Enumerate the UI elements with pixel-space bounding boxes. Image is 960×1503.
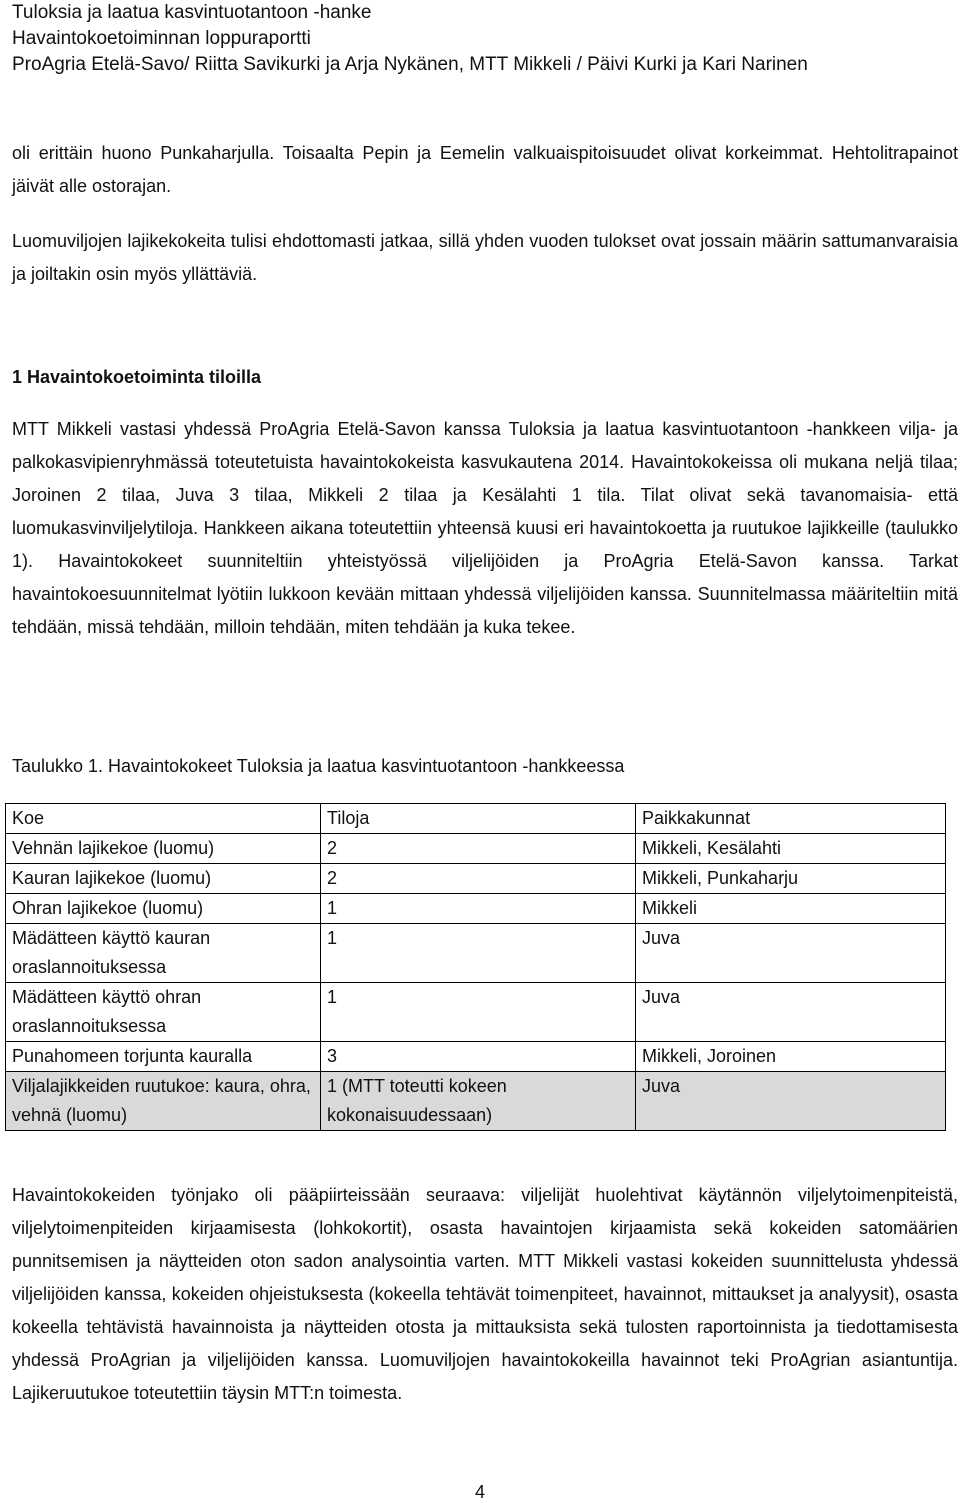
paragraph-recommendation: Luomuviljojen lajikekokeita tulisi ehdottomasti jatkaa, sillä yhden vuoden tulokset ovat jossain määrin sattumanvaraisia ja joiltakin osin myös yllättäviä. bbox=[12, 231, 958, 284]
table-row bbox=[6, 924, 946, 983]
table-cell: Ohran lajikekoe (luomu) bbox=[6, 894, 321, 924]
table-cell: Mikkeli, Joroinen bbox=[636, 1042, 946, 1072]
table-cell: Vehnän lajikekoe (luomu) bbox=[6, 834, 321, 864]
table-cell: Mädätteen käyttö ohran oraslannoituksessa bbox=[6, 983, 321, 1042]
table-row bbox=[6, 834, 946, 864]
table-header-cell: Koe bbox=[6, 804, 321, 834]
paragraph-observation-activity: MTT Mikkeli vastasi yhdessä ProAgria Etelä-Savon kanssa Tuloksia ja laatua kasvintuotantoon -hankkeen vilja- ja palkokasvipienryhmässä toteutetuista havaintokokeista kasvukautena 2014. Havaintokokeissa oli mukana neljä tilaa; Joroinen 2 tilaa, Juva 3 tilaa, Mikkeli 2 tilaa ja Kesälahti 1 tila. Tilat olivat sekä tavanomaisia- että luomukasvinviljelytiloja. Hankkeen aikana toteutettiin yhteensä kuusi eri havaintokoetta ja ruutukoe lajikkeille (taulukko 1). Havaintokokeet suunniteltiin yhteistyössä viljelijöiden ja ProAgria Etelä-Savon kanssa. Tarkat havaintokoesuunnitelmat lyötiin lukkoon kevään mittaan yhdessä viljelijöiden kanssa. Suunnitelmassa määriteltiin mitä tehdään, missä tehdään, milloin tehdään, miten tehdään ja kuka tekee. bbox=[12, 419, 958, 637]
header-authors: ProAgria Etelä-Savo/ Riitta Savikurki ja Arja Nykänen, MTT Mikkeli / Päivi Kurki ja Kari Narinen bbox=[12, 54, 808, 75]
table-cell: Juva bbox=[636, 983, 946, 1042]
table-cell: Mikkeli, Kesälahti bbox=[636, 834, 946, 864]
paragraph-results-summary: oli erittäin huono Punkaharjulla. Toisaalta Pepin ja Eemelin valkuaispitoisuudet olivat korkeimmat. Hehtolitrapainot jäivät alle ostorajan. bbox=[12, 143, 958, 196]
table-cell: Mikkeli bbox=[636, 894, 946, 924]
table-cell: Mädätteen käyttö kauran oraslannoituksessa bbox=[6, 924, 321, 983]
header-project-title: Tuloksia ja laatua kasvintuotantoon -hanke bbox=[12, 2, 372, 23]
document-header bbox=[12, 0, 808, 78]
table-cell: 2 bbox=[321, 834, 636, 864]
table-cell: Juva bbox=[636, 924, 946, 983]
table-cell: Punahomeen torjunta kauralla bbox=[6, 1042, 321, 1072]
table-cell: Juva bbox=[636, 1072, 946, 1131]
table-row bbox=[6, 864, 946, 894]
table-header-cell: Tiloja bbox=[321, 804, 636, 834]
table-row-shaded bbox=[6, 1072, 946, 1131]
table-cell: Kauran lajikekoe (luomu) bbox=[6, 864, 321, 894]
paragraph-division-of-work: Havaintokokeiden työnjako oli pääpiirteissään seuraava: viljelijät huolehtivat käytännön viljelytoimenpiteistä, viljelytoimenpiteiden kirjaamisesta (lohkokortit), osasta havaintojen kirjaamista sekä kokeiden satomäärien punnitsemisen ja näytteiden oton sadon analysointia varten. MTT Mikkeli vastasi kokeiden suunnittelusta yhdessä viljelijöiden kanssa, kokeiden ohjeistuksesta (kokeella tehtävät toimenpiteet, havainnot, mittaukset ja analyysit), osasta kokeella tehtävistä havainnoista ja näytteiden otosta ja mittauksista sekä tulosten raportoinnista ja tiedottamisesta yhdessä ProAgrian ja viljelijöiden kanssa. Luomuviljojen havaintokokeilla havainnot teki ProAgrian asiantuntija. Lajikeruutukoe toteutettiin täysin MTT:n toimesta. bbox=[12, 1185, 958, 1403]
table-cell: 1 bbox=[321, 894, 636, 924]
table-cell: 3 bbox=[321, 1042, 636, 1072]
table-cell: 1 bbox=[321, 983, 636, 1042]
table-row bbox=[6, 1042, 946, 1072]
table-header-cell: Paikkakunnat bbox=[636, 804, 946, 834]
table-caption: Taulukko 1. Havaintokokeet Tuloksia ja laatua kasvintuotantoon -hankkeessa bbox=[12, 756, 625, 776]
page-number: 4 bbox=[474, 1482, 485, 1502]
table-cell: 1 (MTT toteutti kokeen kokonaisuudessaan) bbox=[321, 1072, 636, 1131]
table-cell: 2 bbox=[321, 864, 636, 894]
table-row bbox=[6, 983, 946, 1042]
header-report-title: Havaintokoetoiminnan loppuraportti bbox=[12, 28, 311, 49]
table-row bbox=[6, 894, 946, 924]
table-cell: Viljalajikkeiden ruutukoe: kaura, ohra, vehnä (luomu) bbox=[6, 1072, 321, 1131]
table-cell: Mikkeli, Punkaharju bbox=[636, 864, 946, 894]
observation-trials-table bbox=[5, 803, 946, 1131]
section-heading: 1 Havaintokoetoiminta tiloilla bbox=[12, 367, 262, 387]
table-cell: 1 bbox=[321, 924, 636, 983]
table-header-row bbox=[6, 804, 946, 834]
